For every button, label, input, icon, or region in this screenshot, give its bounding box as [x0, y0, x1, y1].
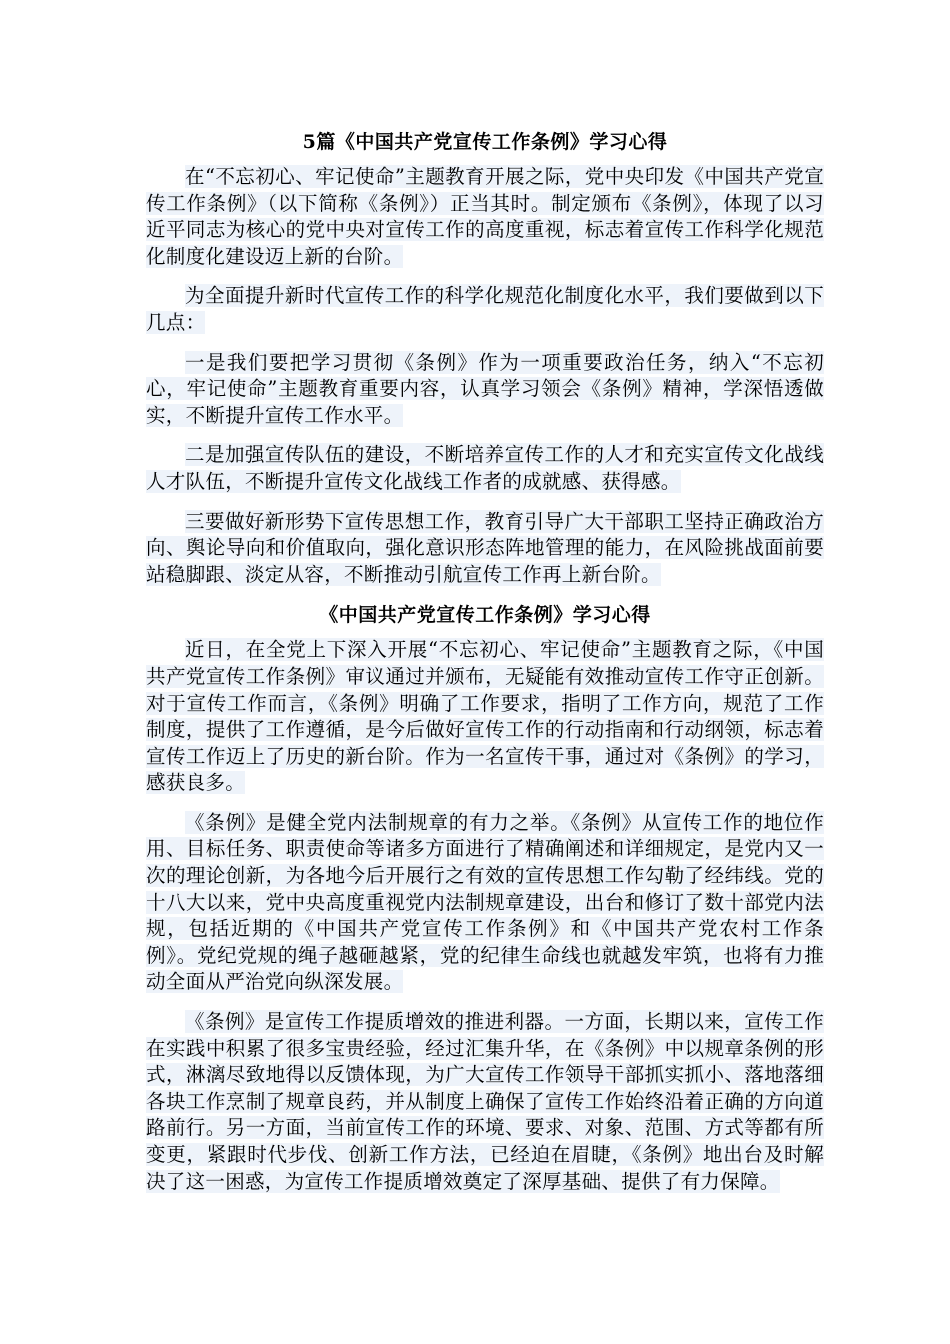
paragraph	[146, 509, 824, 589]
paragraph-text: 一是我们要把学习贯彻《条例》作为一项重要政治任务，纳入“不忘初心，牢记使命”主题教育重要内容，认真学习领会《条例》精神，学深悟透做实，不断提升宣传工作水平。	[146, 350, 824, 427]
paragraph-text: 近日，在全党上下深入开展“不忘初心、牢记使命”主题教育之际，《中国共产党宣传工作条例》审议通过并颁布，无疑能有效推动宣传工作守正创新。对于宣传工作而言，《条例》明确了工作要求，指明了工作方向，规范了工作制度，提供了工作遵循，是今后做好宣传工作的行动指南和行动纲领，标志着宣传工作迈上了历史的新台阶。作为一名宣传干事，通过对《条例》的学习，感获良多。	[146, 638, 824, 795]
paragraph	[146, 350, 824, 430]
paragraph	[146, 1009, 824, 1195]
document-body	[146, 128, 824, 1208]
paragraph-text: 二是加强宣传队伍的建设，不断培养宣传工作的人才和充实宣传文化战线人才队伍，不断提升宣传文化战线工作者的成就感、获得感。	[146, 443, 824, 493]
document-title-1: 5篇《中国共产党宣传工作条例》学习心得	[302, 131, 668, 153]
paragraph-text: 《条例》是健全党内法制规章的有力之举。《条例》从宣传工作的地位作用、目标任务、职责使命等诸多方面进行了精确阐述和详细规定，是党内又一次的理论创新，为各地今后开展行之有效的宣传思想工作勾勒了经纬线。党的十八大以来，党中央高度重视党内法制规章建设，出台和修订了数十部党内法规，包括近期的《中国共产党宣传工作条例》和《中国共产党农村工作条例》。党纪党规的绳子越砸越紧，党的纪律生命线也就越发牢筑，也将有力推动全面从严治党向纵深发展。	[146, 810, 824, 994]
paragraph-text: 三要做好新形势下宣传思想工作，教育引导广大干部职工坚持正确政治方向、舆论导向和价值取向，强化意识形态阵地管理的能力，在风险挑战面前要站稳脚跟、淡定从容，不断推动引航宣传工作再上新台阶。	[146, 509, 824, 586]
paragraph	[146, 442, 824, 495]
document-title-2: 《中国共产党宣传工作条例》学习心得	[319, 604, 651, 627]
paragraph-text: 为全面提升新时代宣传工作的科学化规范化制度化水平，我们要做到以下几点：	[146, 284, 824, 334]
paragraph-text: 在“不忘初心、牢记使命”主题教育开展之际，党中央印发《中国共产党宣传工作条例》（以下简称《条例》）正当其时。制定颁布《条例》，体现了以习近平同志为核心的党中央对宣传工作的高度重视，标志着宣传工作科学化规范化制度化建设迈上新的台阶。	[146, 165, 824, 268]
paragraph	[146, 810, 824, 996]
paragraph	[146, 637, 824, 797]
paragraph-text: 《条例》是宣传工作提质增效的推进利器。一方面，长期以来，宣传工作在实践中积累了很多宝贵经验，经过汇集升华，在《条例》中以规章条例的形式，淋漓尽致地得以反馈体现，为广大宣传工作领导干部抓实抓小、落地落细各块工作烹制了规章良药，并从制度上确保了宣传工作始终沿着正确的方向道路前行。另一方面，当前宣传工作的环境、要求、对象、范围、方式等都有所变更，紧跟时代步伐、创新工作方法，已经迫在眉睫，《条例》地出台及时解决了这一困惑，为宣传工作提质增效奠定了深厚基础、提供了有力保障。	[146, 1010, 824, 1193]
paragraph	[146, 283, 824, 336]
paragraph	[146, 164, 824, 270]
